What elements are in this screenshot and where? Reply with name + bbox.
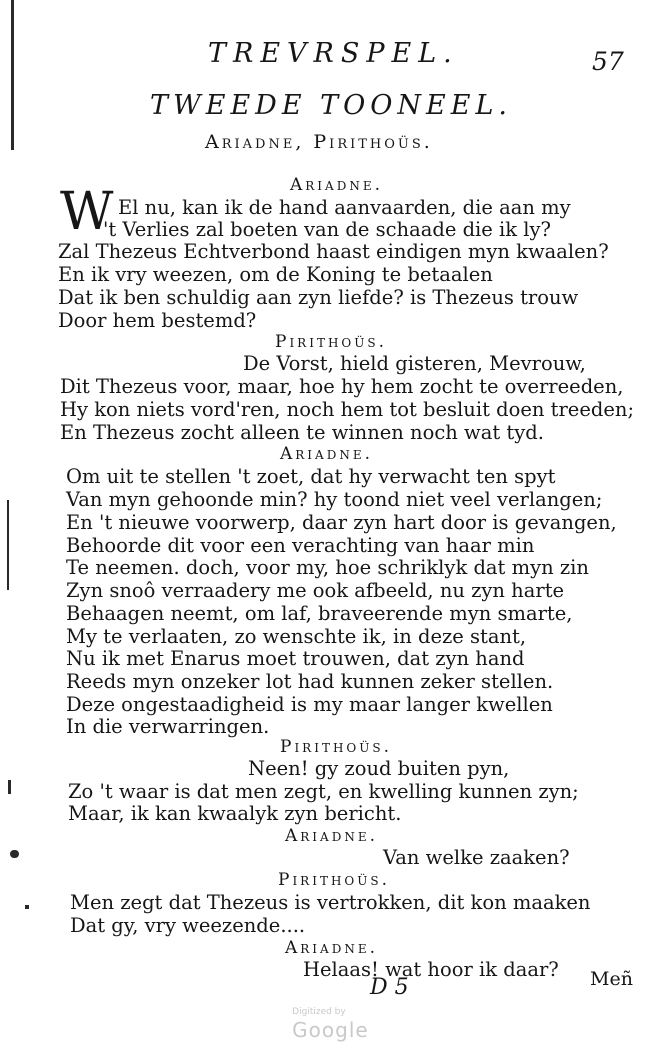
- watermark-prefix: Digitized by: [292, 1007, 346, 1017]
- margin-mark: [8, 780, 11, 794]
- speaker-label: Ariadne.: [280, 444, 374, 464]
- verse-line: En 't nieuwe voorwerp, daar zyn hart door is gevangen,: [66, 511, 617, 534]
- speaker-label: Ariadne.: [285, 826, 379, 846]
- verse-line: Deze ongestaadigheid is my maar langer kwellen: [66, 693, 553, 716]
- running-title: TREVRSPEL.: [208, 38, 459, 69]
- verse-line: My te verlaaten, zo wenschte ik, in deze stant,: [66, 625, 527, 648]
- margin-mark: [25, 905, 29, 909]
- page-number: 57: [592, 47, 624, 76]
- catchword: Meñ: [590, 968, 633, 990]
- verse-line: Dat gy, vry weezende....: [70, 914, 306, 937]
- verse-line: In die verwarringen.: [66, 715, 270, 738]
- verse-line: Te neemen. doch, voor my, hoe schriklyk dat myn zin: [66, 556, 589, 579]
- speaker-label: Ariadne.: [285, 938, 379, 958]
- verse-line: Behoorde dit voor een verachting van haar min: [66, 534, 535, 557]
- speaker-label: Pirithoüs.: [275, 332, 387, 352]
- margin-binding-line: [11, 0, 14, 150]
- verse-line: Van myn gehoonde min? hy toond niet veel verlangen;: [66, 488, 603, 511]
- verse-line: En Thezeus zocht alleen te winnen noch wat tyd.: [60, 421, 544, 444]
- verse-line: Dit Thezeus voor, maar, hoe hy hem zocht te overreeden,: [60, 375, 624, 398]
- verse-line: Maar, ik kan kwaalyk zyn bericht.: [68, 802, 402, 825]
- verse-line: Behaagen neemt, om laf, braveerende myn smarte,: [66, 602, 573, 625]
- verse-line: De Vorst, hield gisteren, Mevrouw,: [243, 352, 586, 375]
- signature-mark: D 5: [370, 975, 409, 1000]
- verse-line: Neen! gy zoud buiten pyn,: [248, 757, 510, 780]
- margin-mark: [10, 850, 19, 858]
- verse-line: Door hem bestemd?: [58, 309, 257, 332]
- cast-list: Ariadne, Pirithoüs.: [205, 131, 433, 153]
- speaker-label: Pirithoüs.: [280, 737, 392, 757]
- verse-line: Van welke zaaken?: [383, 846, 570, 869]
- speaker-label: Ariadne.: [290, 175, 384, 195]
- verse-line: Nu ik met Enarus moet trouwen, dat zyn hand: [66, 647, 525, 670]
- verse-line: Om uit te stellen 't zoet, dat hy verwacht ten spyt: [66, 465, 556, 488]
- digitization-watermark: [282, 980, 369, 1042]
- verse-line: 't Verlies zal boeten van de schaade die ik ly?: [103, 218, 551, 241]
- drop-cap: W: [60, 182, 114, 242]
- verse-line: Dat ik ben schuldig aan zyn liefde? is Thezeus trouw: [58, 286, 579, 309]
- verse-line: Zal Thezeus Echtverbond haast eindigen myn kwaalen?: [58, 240, 609, 263]
- scene-title: TWEEDE TOONEEL.: [150, 90, 512, 121]
- margin-binding-line: [7, 500, 9, 590]
- verse-line: Hy kon niets vord'ren, noch hem tot besluit doen treeden;: [60, 398, 635, 421]
- verse-line: El nu, kan ik de hand aanvaarden, die aan my: [118, 196, 571, 219]
- verse-line: Zyn snoô verraadery me ook afbeeld, nu zyn harte: [66, 579, 565, 602]
- verse-line: Reeds myn onzeker lot had kunnen zeker stellen.: [66, 670, 554, 693]
- verse-line: En ik vry weezen, om de Koning te betaalen: [58, 263, 493, 286]
- verse-line: Men zegt dat Thezeus is vertrokken, dit kon maaken: [70, 891, 591, 914]
- watermark-logo: Google: [292, 1018, 369, 1042]
- verse-line: Zo 't waar is dat men zegt, en kwelling kunnen zyn;: [68, 780, 579, 803]
- speaker-label: Pirithoüs.: [278, 870, 390, 890]
- verse-line: Helaas! wat hoor ik daar?: [303, 958, 559, 981]
